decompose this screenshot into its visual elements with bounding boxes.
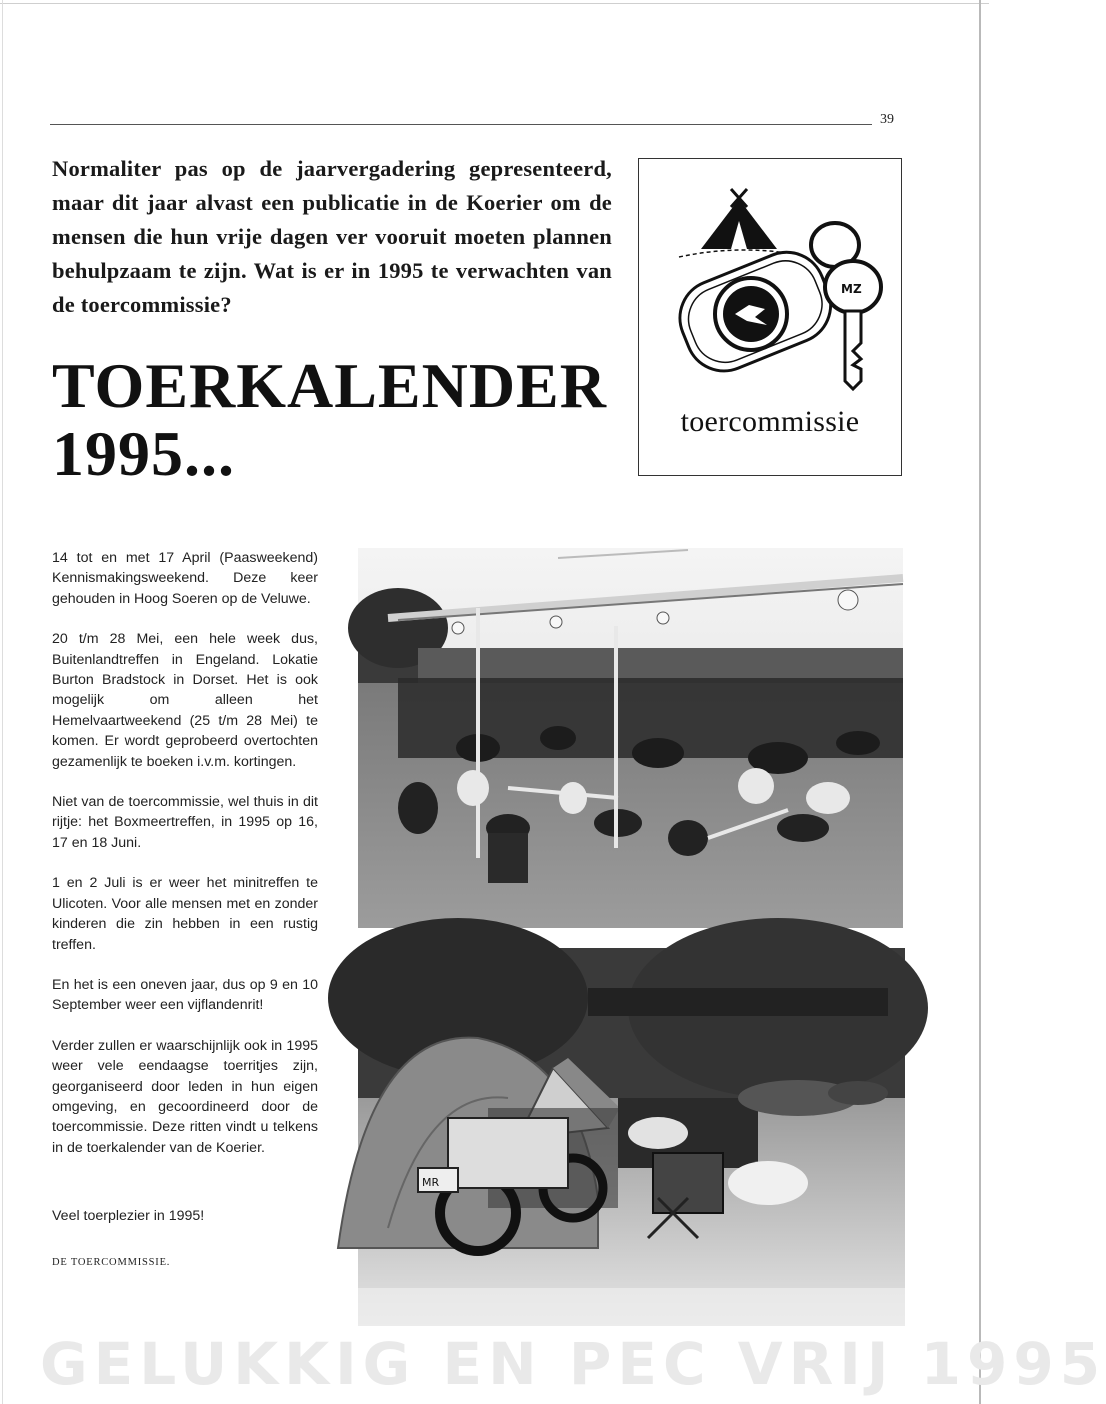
- page-title: [52, 352, 632, 488]
- page-edge-top: [0, 3, 989, 4]
- toercommissie-logo: [638, 158, 902, 476]
- intro-paragraph: Normaliter pas op de jaarvergadering gepresenteerd, maar dit jaar alvast een publicatie in de Koerier om de mensen die hun vrije dagen ver vooruit moeten plannen behulpzaam te zijn. Wat is er in 1995 te verwachten van de toercommissie?: [52, 156, 612, 317]
- key-label: MZ: [841, 282, 862, 296]
- calendar-item-3: Niet van de toercommissie, wel thuis in dit rijtje: het Boxmeertreffen, in 1995 op 16, 17 en 18 Juni.: [52, 794, 318, 851]
- logo-label: toercommissie: [680, 405, 860, 438]
- page-edge-left: [2, 0, 3, 1404]
- bleed-through-text: GELUKKIG EN PEC VRIJ 1995: [40, 1330, 1106, 1398]
- photo-campsite-motorcycles: [358, 948, 905, 1326]
- calendar-item-6: Verder zullen er waarschijnlijk ook in 1995 weer vele eendaagse toerritjes zijn, georganiseerd door leden in hun eigen omgeving, en gecoordineerd door de toercommissie. Deze ritten vindt u telkens in de toerkalender van de Koerier.: [52, 1037, 318, 1156]
- calendar-item-4: 1 en 2 Juli is er weer het minitreffen te Ulicoten. Voor alle mensen met en zonder kinderen die zin hebben in een rustig treffen.: [52, 875, 318, 953]
- license-plate: MR: [422, 1176, 440, 1189]
- calendar-item-1: 14 tot en met 17 April (Paasweekend) Kennismakingsweekend. Deze keer gehouden in Hoog Soeren op de Veluwe.: [52, 550, 318, 607]
- calendar-item-2: 20 t/m 28 Mei, een hele week dus, Buitenlandtreffen in Engeland. Lokatie Burton Bradstock in Dorset. Het is ook mogelijk om alleen het Hemelvaartweekend (25 t/m 28 Mei) te komen. Er wordt geprobeerd overtochten gezamenlijk te boeken i.v.m. kortingen.: [52, 631, 318, 770]
- tent-keychain-icon: [639, 159, 901, 399]
- closing-line: Veel toerplezier in 1995!: [52, 1208, 205, 1225]
- page-number: 39: [880, 112, 894, 127]
- title-line-2: 1995...: [52, 418, 235, 489]
- header-rule: [50, 124, 872, 125]
- calendar-item-5: En het is een oneven jaar, dus op 9 en 10 September weer een vijflandenrit!: [52, 976, 318, 1014]
- calendar-column: [52, 548, 318, 1273]
- photo-camp-gathering: [358, 548, 903, 928]
- title-line-1: TOERKALENDER: [52, 350, 607, 421]
- page-edge-right: [979, 0, 981, 1404]
- signature: DE TOERCOMMISSIE.: [52, 1256, 171, 1268]
